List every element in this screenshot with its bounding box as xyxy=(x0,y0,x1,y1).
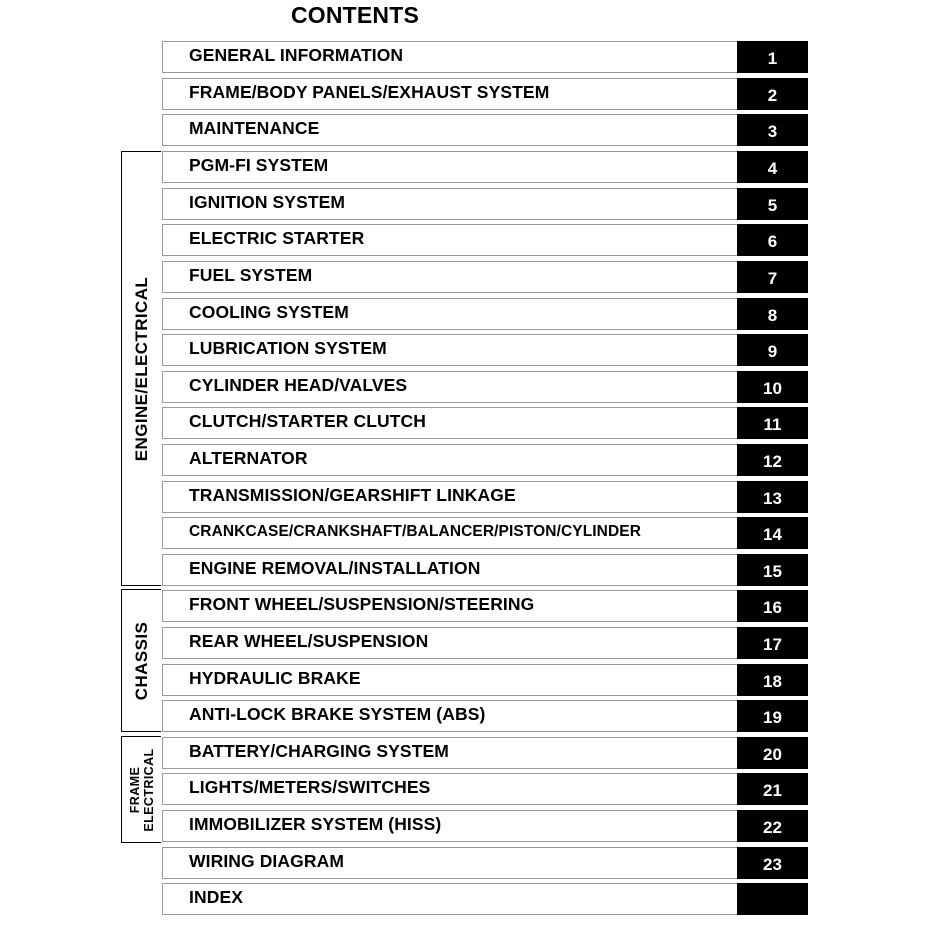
section-number-tab[interactable]: 6 xyxy=(737,224,808,256)
section-title: REAR WHEEL/SUSPENSION xyxy=(189,631,429,651)
section-number-tab[interactable]: 23 xyxy=(737,847,808,879)
section-row[interactable] xyxy=(162,407,808,439)
group-frame-electrical xyxy=(121,736,161,843)
section-row[interactable] xyxy=(162,700,808,732)
section-cell[interactable] xyxy=(162,590,737,622)
section-cell[interactable] xyxy=(162,517,737,549)
section-number-tab[interactable]: 7 xyxy=(737,261,808,293)
section-number-tab[interactable]: 21 xyxy=(737,773,808,805)
section-cell[interactable] xyxy=(162,444,737,476)
section-title: BATTERY/CHARGING SYSTEM xyxy=(189,741,449,761)
section-number-tab[interactable]: 12 xyxy=(737,444,808,476)
section-title: HYDRAULIC BRAKE xyxy=(189,668,361,688)
section-cell[interactable] xyxy=(162,664,737,696)
section-title: LIGHTS/METERS/SWITCHES xyxy=(189,777,431,797)
section-title: MAINTENANCE xyxy=(189,118,320,138)
section-title: LUBRICATION SYSTEM xyxy=(189,338,387,358)
section-title: ANTI-LOCK BRAKE SYSTEM (ABS) xyxy=(189,704,486,724)
section-title: COOLING SYSTEM xyxy=(189,302,349,322)
section-cell[interactable] xyxy=(162,151,737,183)
section-number-tab[interactable]: 15 xyxy=(737,554,808,586)
section-cell[interactable] xyxy=(162,700,737,732)
section-number-tab[interactable]: 3 xyxy=(737,114,808,146)
section-cell[interactable] xyxy=(162,224,737,256)
section-cell[interactable] xyxy=(162,407,737,439)
section-row[interactable] xyxy=(162,78,808,110)
section-title: IMMOBILIZER SYSTEM (HISS) xyxy=(189,814,442,834)
section-title: FRONT WHEEL/SUSPENSION/STEERING xyxy=(189,594,535,614)
group-label: FRAME ELECTRICAL xyxy=(127,747,156,832)
section-cell[interactable] xyxy=(162,847,737,879)
section-number-tab[interactable]: 11 xyxy=(737,407,808,439)
section-row[interactable] xyxy=(162,371,808,403)
section-cell[interactable] xyxy=(162,627,737,659)
section-cell[interactable] xyxy=(162,371,737,403)
section-cell[interactable] xyxy=(162,334,737,366)
section-title: ENGINE REMOVAL/INSTALLATION xyxy=(189,558,481,578)
section-row[interactable] xyxy=(162,114,808,146)
section-row[interactable] xyxy=(162,737,808,769)
page-title: CONTENTS xyxy=(290,2,420,28)
section-number-tab[interactable]: 16 xyxy=(737,590,808,622)
section-row[interactable] xyxy=(162,773,808,805)
section-row[interactable] xyxy=(162,224,808,256)
section-row[interactable] xyxy=(162,590,808,622)
group-chassis xyxy=(121,589,161,732)
section-row[interactable] xyxy=(162,41,808,73)
section-row[interactable] xyxy=(162,554,808,586)
section-cell[interactable] xyxy=(162,114,737,146)
section-title: GENERAL INFORMATION xyxy=(189,45,404,65)
section-title: CYLINDER HEAD/VALVES xyxy=(189,375,408,395)
section-title: INDEX xyxy=(189,887,243,907)
section-row[interactable] xyxy=(162,517,808,549)
section-row[interactable] xyxy=(162,810,808,842)
section-cell[interactable] xyxy=(162,188,737,220)
section-title: WIRING DIAGRAM xyxy=(189,851,344,871)
section-number-tab[interactable]: 2 xyxy=(737,78,808,110)
section-cell[interactable] xyxy=(162,41,737,73)
section-row[interactable] xyxy=(162,847,808,879)
section-cell[interactable] xyxy=(162,883,737,915)
section-title: ALTERNATOR xyxy=(189,448,308,468)
section-row[interactable] xyxy=(162,883,808,915)
section-title: IGNITION SYSTEM xyxy=(189,192,346,212)
section-title: TRANSMISSION/GEARSHIFT LINKAGE xyxy=(189,485,516,505)
section-cell[interactable] xyxy=(162,298,737,330)
section-title: FUEL SYSTEM xyxy=(189,265,313,285)
section-title: ELECTRIC STARTER xyxy=(189,228,365,248)
section-number-tab[interactable]: 22 xyxy=(737,810,808,842)
section-row[interactable] xyxy=(162,188,808,220)
section-number-tab[interactable]: 13 xyxy=(737,481,808,513)
section-cell[interactable] xyxy=(162,554,737,586)
section-cell[interactable] xyxy=(162,481,737,513)
section-number-tab[interactable]: 20 xyxy=(737,737,808,769)
section-number-tab[interactable]: 4 xyxy=(737,151,808,183)
section-row[interactable] xyxy=(162,334,808,366)
section-number-tab[interactable] xyxy=(737,883,808,915)
section-title: CRANKCASE/CRANKSHAFT/BALANCER/PISTON/CYLINDER xyxy=(189,523,642,540)
section-number-tab[interactable]: 18 xyxy=(737,664,808,696)
section-title: PGM-FI SYSTEM xyxy=(189,155,329,175)
section-number-tab[interactable]: 17 xyxy=(737,627,808,659)
section-cell[interactable] xyxy=(162,773,737,805)
section-title: FRAME/BODY PANELS/EXHAUST SYSTEM xyxy=(189,82,550,102)
section-row[interactable] xyxy=(162,664,808,696)
section-cell[interactable] xyxy=(162,78,737,110)
section-number-tab[interactable]: 1 xyxy=(737,41,808,73)
section-row[interactable] xyxy=(162,481,808,513)
section-row[interactable] xyxy=(162,627,808,659)
group-label: CHASSIS xyxy=(131,621,151,700)
group-label: ENGINE/ELECTRICAL xyxy=(131,276,151,461)
section-number-tab[interactable]: 8 xyxy=(737,298,808,330)
section-number-tab[interactable]: 19 xyxy=(737,700,808,732)
group-engine-electrical xyxy=(121,151,161,586)
section-number-tab[interactable]: 5 xyxy=(737,188,808,220)
section-cell[interactable] xyxy=(162,810,737,842)
section-row[interactable] xyxy=(162,298,808,330)
section-number-tab[interactable]: 14 xyxy=(737,517,808,549)
section-title: CLUTCH/STARTER CLUTCH xyxy=(189,411,427,431)
section-row[interactable] xyxy=(162,261,808,293)
section-number-tab[interactable]: 9 xyxy=(737,334,808,366)
section-cell[interactable] xyxy=(162,737,737,769)
section-number-tab[interactable]: 10 xyxy=(737,371,808,403)
section-cell[interactable] xyxy=(162,261,737,293)
section-row[interactable] xyxy=(162,444,808,476)
section-row[interactable] xyxy=(162,151,808,183)
